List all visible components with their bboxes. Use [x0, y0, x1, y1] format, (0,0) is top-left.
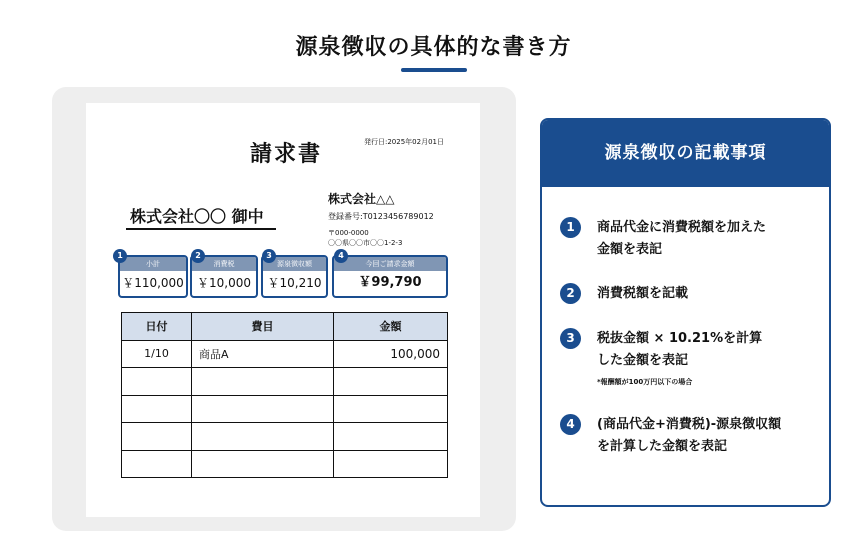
total-box [332, 255, 448, 298]
cell-item [192, 450, 334, 478]
item-line2: を計算した金額を表記 [597, 439, 728, 454]
badge-2: 2 [191, 249, 205, 263]
badge-3: 3 [262, 249, 276, 263]
item-line1: 消費税額を記載 [597, 286, 689, 301]
item-number: 2 [560, 283, 581, 304]
item-number: 3 [560, 328, 581, 349]
item-line1: 商品代金に消費税額を加えた [597, 220, 767, 235]
fee-table [121, 312, 448, 478]
explanation-panel [540, 118, 831, 507]
invoice-title: 請求書 [250, 142, 323, 167]
badge-1: 1 [113, 249, 127, 263]
cell-date [122, 450, 192, 478]
item-line1: (商品代金+消費税)-源泉徴収額 [597, 417, 782, 432]
cell-date [122, 395, 192, 423]
table-row [122, 395, 448, 423]
withholding-value: ￥10,210 [267, 276, 322, 290]
cell-amount: 100,000 [334, 340, 448, 368]
badge-4: 4 [334, 249, 348, 263]
table-row [122, 450, 448, 478]
cell-date: 1/10 [122, 340, 192, 368]
issuer-address: 〇〇県〇〇市〇〇1-2-3 [328, 239, 403, 247]
item-line2: 金額を表記 [597, 242, 663, 257]
cell-item [192, 423, 334, 451]
item-text [597, 328, 829, 388]
total-value: ￥99,790 [358, 275, 422, 290]
panel-title: 源泉徴収の記載事項 [542, 120, 829, 187]
page-title: 源泉徴収の具体的な書き方 [295, 35, 572, 60]
tax-label: 消費税 [192, 257, 256, 271]
item-number: 4 [560, 414, 581, 435]
subtotal-value: ￥110,000 [122, 276, 184, 290]
item-note: *報酬額が100万円以下の場合 [597, 378, 693, 386]
cell-amount [334, 450, 448, 478]
col-amount: 金額 [334, 313, 448, 341]
cell-amount [334, 368, 448, 396]
withholding-label: 源泉徴収額 [263, 257, 326, 271]
item-number: 1 [560, 217, 581, 238]
table-row [122, 368, 448, 396]
cell-date [122, 423, 192, 451]
cell-item [192, 368, 334, 396]
table-row [122, 340, 448, 368]
issuer-zip: 〒000-0000 [328, 229, 369, 237]
cell-amount [334, 395, 448, 423]
subtotal-box [118, 255, 188, 298]
item-text [597, 217, 829, 261]
cell-amount [334, 423, 448, 451]
item-text [597, 283, 829, 305]
subtotal-label: 小計 [120, 257, 186, 271]
cell-item [192, 395, 334, 423]
cell-date [122, 368, 192, 396]
item-text [597, 414, 829, 458]
issuer-registration: 登録番号:T0123456789012 [328, 212, 434, 221]
cell-item: 商品A [192, 340, 334, 368]
table-header-row [122, 313, 448, 341]
tax-value: ￥10,000 [197, 276, 251, 290]
issuer-name: 株式会社△△ [328, 192, 395, 206]
table-row [122, 423, 448, 451]
recipient-name: 株式会社〇〇 御中 [130, 207, 264, 226]
col-item: 費目 [192, 313, 334, 341]
col-date: 日付 [122, 313, 192, 341]
issue-date: 発行日:2025年02月01日 [364, 138, 444, 146]
recipient-underline [126, 228, 276, 230]
item-line2: した金額を表記 [597, 353, 689, 368]
item-line1: 税抜金額 × 10.21%を計算 [597, 331, 763, 346]
title-underline [401, 68, 467, 72]
total-label: 今回ご請求金額 [334, 257, 446, 271]
